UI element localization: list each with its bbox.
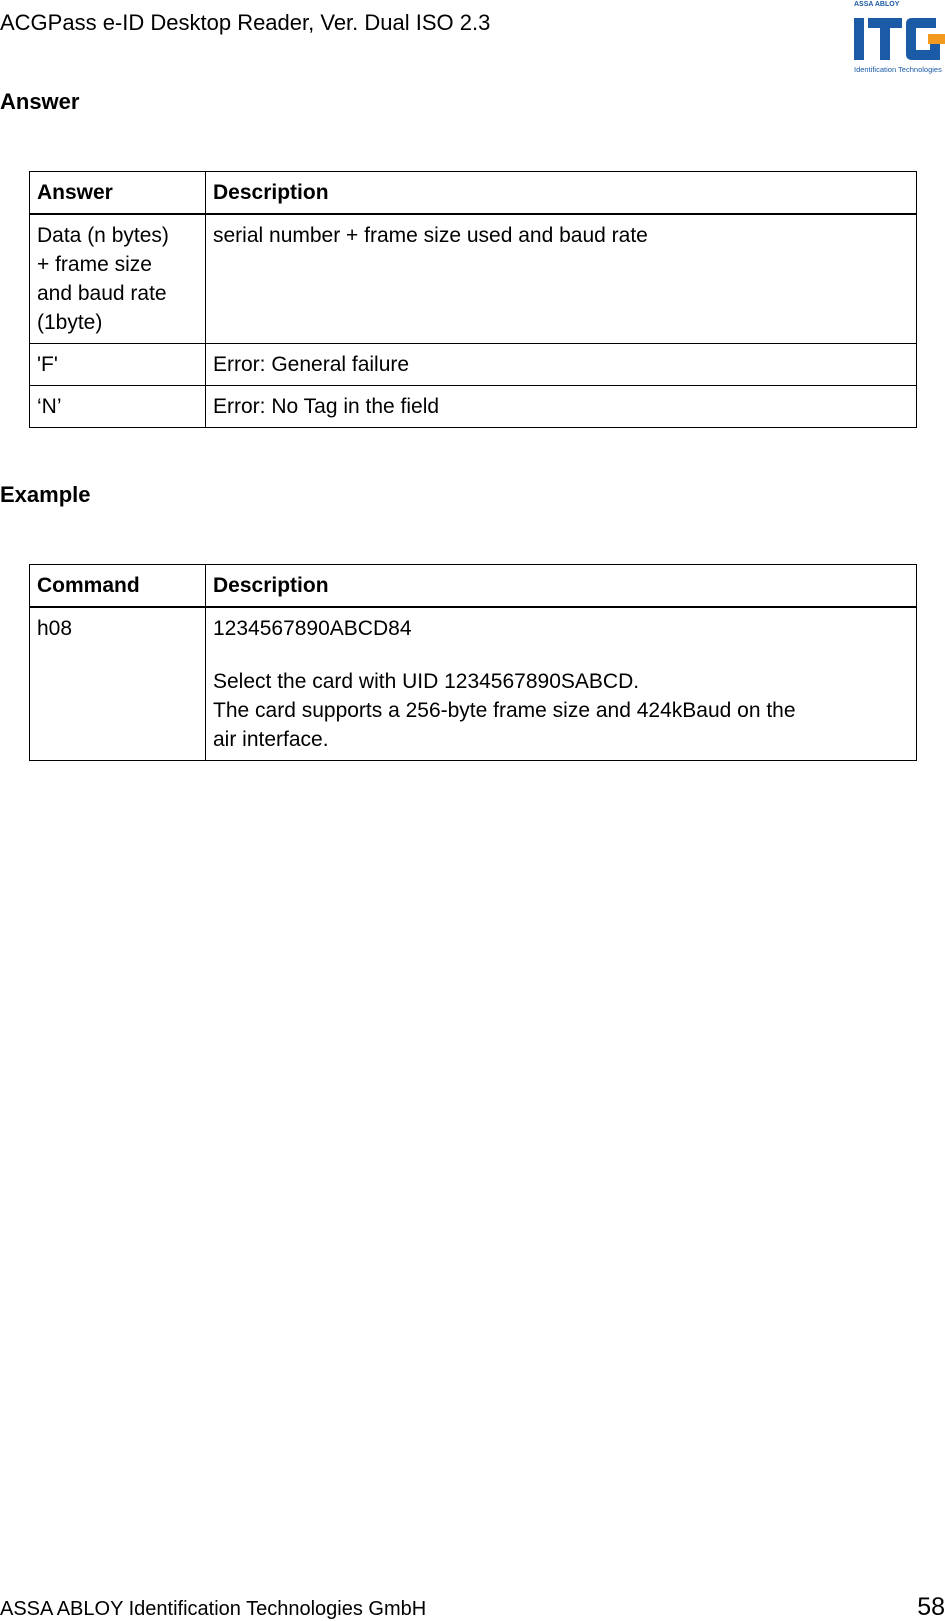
description-line: Select the card with UID 1234567890SABCD. [213,670,640,693]
column-header-command: Command [30,565,206,608]
column-header-description: Description [206,565,917,608]
answer-cell-line: Data (n bytes) [37,224,169,247]
answer-cell-line: + frame size [37,253,152,276]
itg-logo [852,0,945,78]
table-row [30,344,917,386]
logo-sub-text: Identification Technologies [854,65,942,74]
answer-cell-line: (1byte) [37,311,103,334]
answer-section-heading: Answer [0,89,80,114]
footer-page-number: 58 [917,1593,945,1621]
command-cell: h08 [30,607,206,761]
answer-table [29,171,917,428]
column-header-answer: Answer [30,172,206,215]
description-cell: serial number + frame size used and baud rate [206,214,917,344]
example-table [29,564,917,761]
footer-company-name: ASSA ABLOY Identification Technologies GmbH [0,1598,427,1620]
table-row [30,214,917,344]
answer-cell [30,214,206,344]
paragraph-gap [213,643,909,667]
table-row [30,607,917,761]
answer-cell: 'F' [30,344,206,386]
table-row [30,386,917,428]
column-header-description: Description [206,172,917,215]
description-value: 1234567890ABCD84 [213,617,412,640]
table-header-row [30,172,917,215]
answer-cell: ‘N’ [30,386,206,428]
description-cell: Error: No Tag in the field [206,386,917,428]
description-cell: Error: General failure [206,344,917,386]
description-line: The card supports a 256-byte frame size and 424kBaud on the [213,699,796,722]
answer-cell-line: and baud rate [37,282,167,305]
document-header-title: ACGPass e-ID Desktop Reader, Ver. Dual ISO 2.3 [0,10,491,35]
example-section-heading: Example [0,482,91,507]
logo-top-text: ASSA ABLOY [854,1,900,8]
description-line: air interface. [213,728,329,751]
description-cell [206,607,917,761]
table-header-row [30,565,917,608]
